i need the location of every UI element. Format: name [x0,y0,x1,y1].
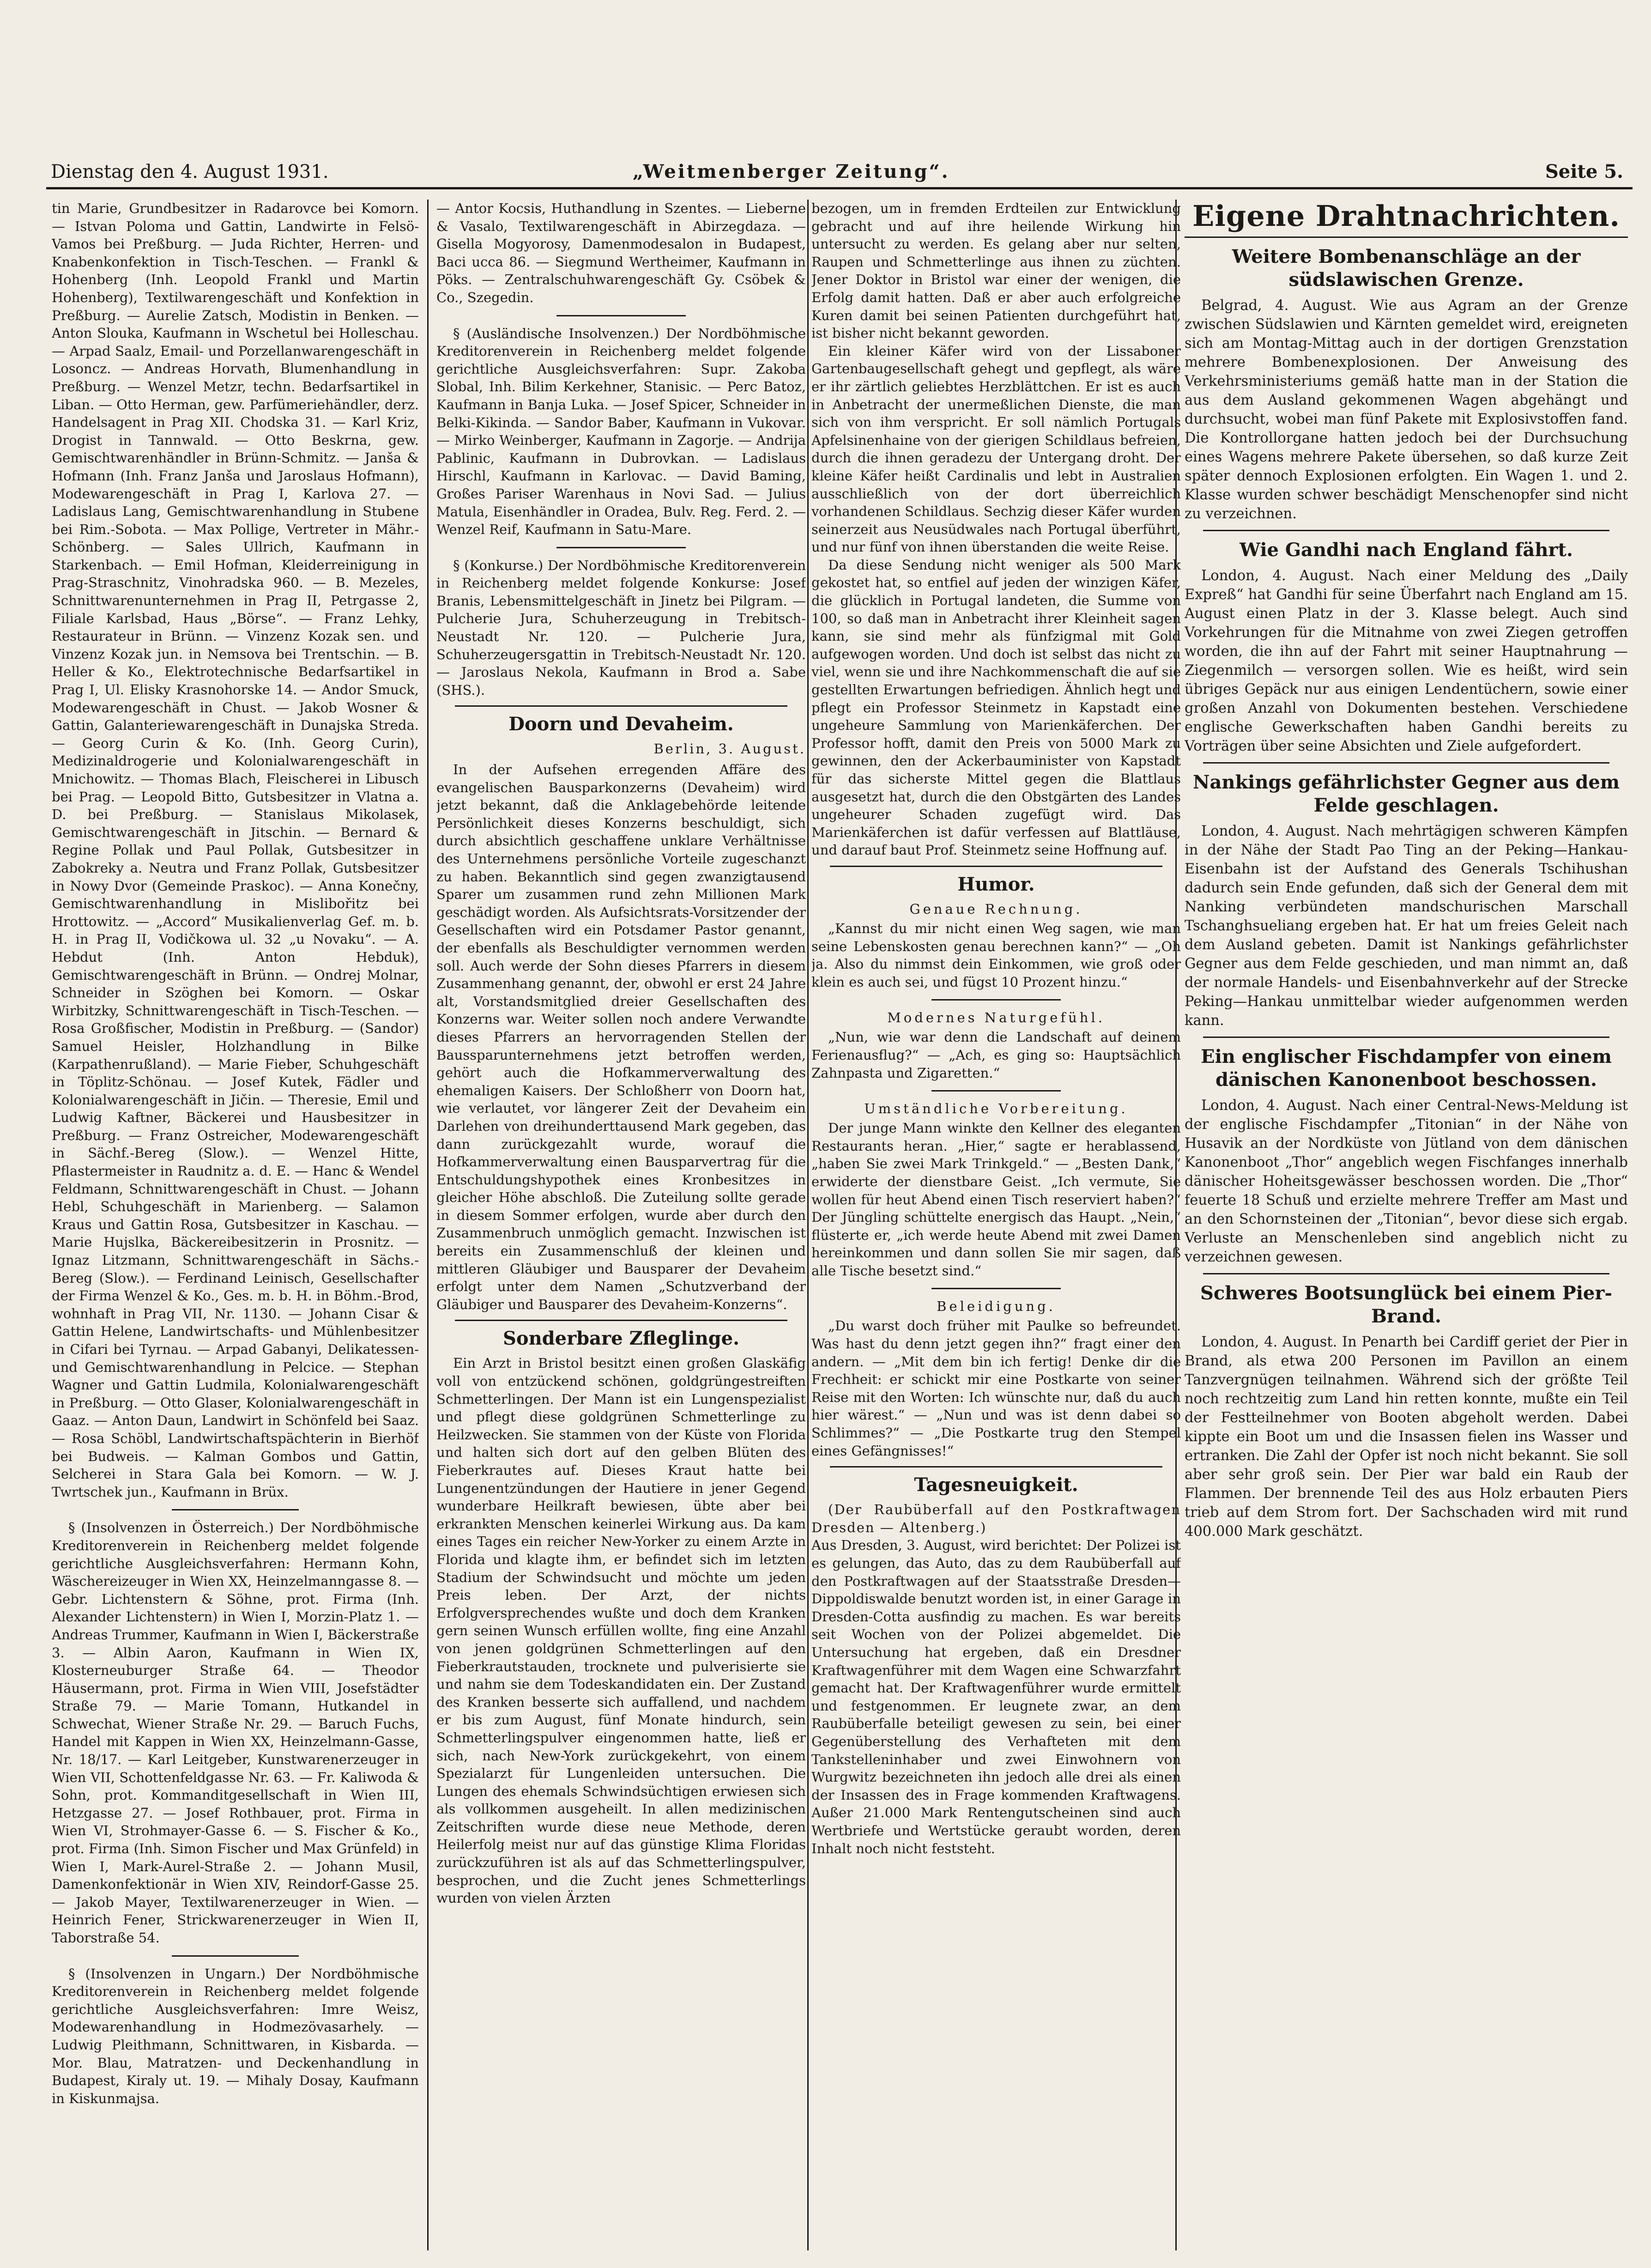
divider [1203,1273,1609,1274]
article-body-doorn: In der Aufsehen erregenden Affäre des evangelischen Bausparkonzerns (Devaheim) wird jetzt bekannt, daß die Anklagebehörde leitende Persönlichkeit dieses Konzerns beschuldigt, sich durch absichtlich geschaffene unklare Verhältnisse des Unternehmens persönliche Vorteile zugeschanzt zu haben. Bekanntlich sind gegen zwanzigtausend Sparer um zusammen rund zehn Millionen Mark geschädigt worden. Als Aufsichtsrats-Vorsitzender der Gesellschaften wird ein Potsdamer Pastor genannt, der ebenfalls als Beschuldigter vernommen werden soll. Auch werde der Sohn dieses Pfarrers in diesem Zusammenhang genannt, der, obwohl er erst 24 Jahre alt, Vorstandsmitglied dreier Gesellschaften des Konzerns war. Weiter sollen noch andere Verwandte dieses Pfarrers an hervorragenden Stellen der Baussparunternehmens jetzt betroffen werden, gehört auch die Hofkammerverwaltung des ehemaligen Kaisers. Der Schloßherr von Doorn hat, wie verlautet, vor längerer Zeit der Devaheim ein Darlehen von dreihunderttausend Mark gegeben, das dann zurückgezahlt wurde, worauf die Hofkammerverwaltung einen Bausparvertrag für die Entschuldungshypothek eines Kronbesitzes in gleicher Höhe abschloß. Die Zuteilung sollte gerade in diesem Sommer erfolgen, wurde aber durch den Zusammenbruch unmöglich gemacht. Inzwischen ist bereits ein Zusammenschluß der kleinen und mittleren Gläubiger und Bausparer der Devaheim erfolgt unter dem Namen „Schutzverband der Gläubiger und Bausparer des Devaheim-Konzerns“. [436,762,806,1312]
joke-body: „Nun, wie war denn die Landschaft auf deinem Ferienausflug?“ — „Ach, es ging so: Hauptsächlich Zahnpasta und Zigaretten.“ [811,1029,1181,1081]
article-title: Schweres Bootsunglück bei einem Pier-Brand. [1200,1282,1613,1327]
divider [172,1509,299,1510]
article-paragraph: Ein kleiner Käfer wird von der Lissaboner Gartenbaugesellschaft gehegt und gepflegt, als wäre er ihr zärtlich geliebtes Herzblättchen. Er ist es auch in Anbetracht der unermeßlichen Dienste, die man sich von ihm verspricht. Er soll nämlich Portugals Apfelsinenhaine von der gierigen Schildlaus befreien, durch die ihnen geradezu der Untergang droht. Der kleine Käfer heißt Cardinalis und lebt in Australien ausschließlich von der dort überreichlich vorhandenen Schildlaus. Sechzig dieser Käfer wurden seinerzeit aus Neusüdwales nach Portugal überführt, und nur fünf von ihnen überstanden die weite Reise. [811,343,1181,555]
newspaper-title: „Weitmenberger Zeitung“. [633,161,950,182]
column-2 [436,200,806,2262]
column-rule [807,200,809,2250]
divider [455,705,787,707]
joke-body: Der junge Mann winkte den Kellner des eleganten Restaurants heran. „Hier,“ sagte er herablassend, „haben Sie zwei Mark Trinkgeld.“ — „Besten Dank,“ erwiderte der dienstbare Geist. „Ich vermute, Sie wollen für heut Abend einen Tisch reserviert haben?“ Der Jüngling schüttelte energisch das Haupt. „Nein,“ flüsterte er, „ich werde heute Abend mit zwei Damen hereinkommen und dann sollen Sie mir sagen, daß alle Tische besetzt sind.“ [811,1120,1181,1279]
divider [931,1288,1061,1289]
divider [172,1955,299,1957]
divider [830,1466,1162,1468]
article-title-pfleglinge: Sonderbare Zfleglinge. [503,1328,739,1350]
insolvency-list-cont: — Antor Kocsis, Huthandlung in Szentes. — Lieberne & Vasalo, Textilwarengeschäft in Abirzegdaza. — Gisella Mogyorosy, Damenmodesalon in Budapest, Baci ucca 86. — Siegmund Wertheimer, Kaufmann in Pöks. — Zentralschuhwarengeschäft Gy. Csöbek & Co., Szegedin. [436,200,806,305]
divider [931,1090,1061,1092]
article-title: Weitere Bombenanschläge an der südslawischen Grenze. [1232,246,1581,291]
page-number: Seite 5. [1545,161,1623,182]
divider [931,999,1061,1001]
column-3 [811,200,1181,2262]
divider [1185,237,1628,238]
divider [1203,762,1609,764]
divider [1203,1037,1609,1038]
section-title: Eigene Drahtnachrichten. [1192,200,1620,233]
humor-title: Humor. [957,873,1035,895]
article-body: London, 4. August. In Penarth bei Cardiff geriet der Pier in Brand, als etwa 200 Personen im Pavillon an einem Tanzvergnügen teilnahmen. Während sich der größte Teil noch rechtzeitig zum Land hin retten konnte, mußte ein Teil der Festteilnehmer von Booten abgeholt werden. Dabei kippte ein Boot um und die Insassen fielen ins Wasser und ertranken. Die Zahl der Opfer ist noch nicht bekannt. Sie soll aber sehr groß sein. Der Pier war bald ein Raub der Flammen. Der brennende Teil des aus Holz erbauten Piers trieb auf dem Strom fort. Der Sachschaden wird mit rund 400.000 Mark geschätzt. [1185,1334,1628,1540]
joke-body: „Kannst du mir nicht einen Weg sagen, wie man seine Lebenskosten genau berechnen kann?“ — „Oh ja. Also du nimmst dein Einkommen, wie groß oder klein es auch sei, und fügst 10 Prozent hinzu.“ [811,920,1181,990]
article-title: Ein englischer Fischdampfer von einem dänischen Kanonenboot beschossen. [1201,1046,1612,1091]
article-body: London, 4. August. Nach einer Central-News-Meldung ist der englische Fischdampfer „Titonian“ in der Nähe von Husavik an der Nordküste von Jütland von dem dänischen Kanonenboot „Thor“ angeblich wegen Fischfanges innerhalb dänischer Hoheitsgewässer beschossen worden. Die „Thor“ feuerte 18 Schuß und erzielte mehrere Treffer am Mast und an den Schornsteinen der „Titonian“, bevor diese sich ergab. Verluste an Menschenleben sind angeblich nicht zu verzeichnen gewesen. [1185,1098,1628,1265]
insolvency-austria: § (Insolvenzen in Österreich.) Der Nordböhmische Kreditorenverein in Reichenberg meldet folgende gerichtliche Ausgleichsverfahren: Hermann Kohn, Wäschereizeuger in Wien XX, Heinzelmanngasse 8. — Gebr. Lichtenstern & Söhne, prot. Firma (Inh. Alexander Lichtenstern) in Wien I, Morzin-Platz 1. — Andreas Trummer, Kaufmann in Wien I, Bäckerstraße 3. — Albin Aaron, Kaufmann in Wien IX, Klosterneuburger Straße 64. — Theodor Häusermann, prot. Firma in Wien VIII, Josefstädter Straße 79. — Marie Tomann, Hutkandel in Schwechat, Wiener Straße Nr. 29. — Baruch Fuchs, Handel mit Kappen in Wien XX, Heinzelmann-Gasse, Nr. 18/17. — Karl Leitgeber, Kunstwarenerzeuger in Wien VII, Schottenfeldgasse Nr. 63. — Fr. Kaliwoda & Sohn, prot. Kommanditgesellschaft in Wien III, Hetzgasse 27. — Josef Rothbauer, prot. Firma in Wien VI, Strohmayer-Gasse 6. — S. Fischer & Ko., prot. Firma (Inh. Simon Fischer und Max Grünfeld) in Wien I, Mark-Aurel-Straße 2. — Johann Musil, Damenkonfektionär in Wien XIV, Reindorf-Gasse 25. — Jakob Mayer, Textilwarenerzeuger in Wien. — Heinrich Fener, Strickwarenerzeuger in Wien II, Taborstraße 54. [52,1520,419,1946]
article-body: London, 4. August. Nach einer Meldung des „Daily Expreß“ hat Gandhi für seine Überfahrt nach England am 15. August einen Platz in der 3. Klasse belegt. Auch sind Vorkehrungen für die Mitnahme von zwei Ziegen getroffen worden, die ihn auf der Fahrt mit seiner Hauptnahrung — Ziegenmilch — versorgen sollen. Wie es heißt, wird sein übriges Gepäck nur aus einigen Lendentüchern, sowie einer großen Anzahl von Dokumenten bestehen. Verschiedene englische Gewerkschaften haben Gandhi bereits zu Vorträgen über seine Absichten und Ziele aufgefordert. [1185,568,1628,754]
article-paragraph: Da diese Sendung nicht weniger als 500 Mark gekostet hat, so entfiel auf jeden der winzigen Käfer, die glücklich in Portugal landeten, die Summe von 100, so daß man in Anbetracht ihrer Kleinheit sagen kann, sie sind mehr als fünfzigmal mit Gold aufgewogen worden. Und doch ist selbst das nicht zu viel, wenn sie und ihre Nachkommenschaft die auf sie gestellten Erwartungen befriedigen. Ähnlich hegt und pflegt ein Professor Steinmetz in Kapstadt eine ungeheure Sammlung von Marienkäferchen. Der Professor hofft, damit den Preis von 5000 Mark zu gewinnen, den der Ackerbauminister von Kapstadt für das sicherste Mittel gegen die Blattlaus ausgesetzt hat, durch die den Obstgärten des Landes ungeheurer Schaden zugefügt wird. Das Marienkäferchen ist dafür verfessen auf Blattläuse, und darauf baut Prof. Steinmetz seine Hoffnung auf. [811,557,1181,858]
news-title: Tagesneuigkeit. [914,1474,1078,1496]
insolvency-list: tin Marie, Grundbesitzer in Radarovce bei Komorn. — Istvan Poloma und Gattin, Landwirte in Felsö-Vamos bei Preßburg. — Juda Richter, Herren- und Knabenkonfektion in Tisch-Teschen. — Frankl & Hohenberg (Inh. Leopold Frankl und Martin Hohenberg), Textilwarengeschäft und Konfektion in Preßburg. — Aurelie Zatsch, Modistin in Benken. — Anton Slouka, Kaufmann in Wschetul bei Holleschau. — Arpad Saalz, Email- und Porzellanwarengeschäft in Losoncz. — Andreas Horvath, Blumenhandlung in Preßburg. — Wenzel Metzr, techn. Bedarfsartikel in Liban. — Otto Herman, gew. Parfümeriehändler, derz. Handelsagent in Prag XII. Chodska 31. — Karl Kriz, Drogist in Tannwald. — Otto Beskrna, gew. Gemischtwarenhändler in Brünn-Schmitz. — Janša & Hofmann (Inh. Franz Janša und Jaroslaus Hofmann), Modewarengeschäft in Prag I, Karlova 27. — Ladislaus Lang, Gemischtwarenhandlung in Stubene bei Rim.-Sobota. — Max Pollige, Vertreter in Mähr.-Schönberg. — Sales Ullrich, Kaufmann in Starkenbach. — Emil Hofman, Kleiderreinigung in Prag-Straschnitz, Vinohradska 960. — B. Mezeles, Schnittwarenunternehmen in Prag II, Petrgasse 2, Filiale Karlsbad, Haus „Börse“. — Franz Lehky, Restaurateur in Brünn. — Vinzenz Kozak sen. und Vinzenz Kozak jun. in Nemsova bei Trentschin. — B. Heller & Ko., Elektrotechnische Bedarfsartikel in Prag I, Ul. Elisky Krasnohorske 14. — Andor Smuck, Modewarengeschäft in Chust. — Jakob Wosner & Gattin, Galanteriewarengeschäft in Dunajska Streda. — Georg Curin & Ko. (Inh. Georg Curin), Medizinaldrogerie und Kolonialwarengeschäft in Mnichowitz. — Thomas Blach, Fleischerei in Libusch bei Prag. — Leopold Bitto, Gutsbesitzer in Vlatna a. D. bei Preßburg. — Stanislaus Mikolasek, Gemischtwarengeschäft in Jitschin. — Bernard & Regine Pollak und Paul Pollak, Gutsbesitzer in Zabokreky a. Neutra und Franz Pollak, Gutsbesitzer in Nowy Dvor (Gemeinde Praskoc). — Anna Konečny, Gemischtwarenhandlung in Mislibořitz bei Hrottowitz. — „Accord“ Musikalienverlag Gef. m. b. H. in Prag II, Vodičkowa ul. 32 „u Novaku“. — A. Hebdut (Inh. Anton Hebduk), Gemischtwarengeschäft in Brünn. — Ondrej Molnar, Schneider in Szöghen bei Komorn. — Oskar Wirbitzky, Schnittwarengeschäft in Tisch-Teschen. — Rosa Großfischer, Modistin in Preßburg. — (Sandor) Samuel Heisler, Holzhandlung in Bilke (Karpathenrußland). — Marie Fieber, Schuhgeschäft in Töplitz-Schönau. — Josef Kutek, Fädler und Kolonialwarengeschäft in Jičin. — Theresie, Emil und Ludwig Kaftner, Bäckerei und Hausbesitzer in Preßburg. — Franz Ostreicher, Modewarengeschäft in Sächf.-Bereg (Slow.). — Wenzel Hitte, Pflastermeister in Raudnitz a. d. E. — Hanc & Wendel Feldmann, Schnittwarengeschäft in Chust. — Johann Hebl, Schuhgeschäft in Marienberg. — Salamon Kraus und Gattin Rosa, Gutsbesitzer in Kaschau. — Marie Hujslka, Bäckereibesitzerin in Prosnitz. — Ignaz Litzmann, Schnittwarengeschäft in Sächs.-Bereg (Slow.). — Ferdinand Leinisch, Gesellschafter der Firma Wenzel & Ko., Ges. m. b. H. in Böhm.-Brod, wohnhaft in Prag VII, Nr. 1130. — Johann Cisar & Gattin Helene, Landwirtschafts- und Mühlenbesitzer in Cifari bei Tyrnau. — Arpad Gabanyi, Delikatessen- und Gemischtwarenhandlung in Pelcice. — Stephan Wagner und Gattin Ludmila, Kolonialwarengeschäft in Preßburg. — Otto Glaser, Kolonialwarengeschäft in Gaaz. — Anton Daun, Landwirt in Schönfeld bei Saaz. — Rosa Schöbl, Landwirtschaftspächterin in Bierhöf bei Budweis. — Kalman Gombos und Gattin, Selcherei in Stara Gala bei Komorn. — W. J. Twrtschek jun., Kaufmann in Brüx. [52,200,419,1500]
column-4 [1185,200,1628,2253]
divider [1203,530,1609,531]
article-body: Belgrad, 4. August. Wie aus Agram an der Grenze zwischen Südslawien und Kärnten gemeldet wird, ereigneten sich am Montag-Mittag auch in der dortigen Grenzstation mehrere Bombenexplosionen. Der Anweisung des Verkehrsministeriums gemäß hatte man in der Station die aus dem Ausland gekommenen Wagen abgehängt und durchsucht, wobei man fünf Pakete mit Explosivstoffen fand. Die Kontrollorgane hatten jedoch bei der Durchsuchung eines Wagens mehrere Pakete übersehen, so daß kurze Zeit später dennoch Explosionen erfolgten. Ein Wagen 1. und 2. Klasse wurden schwer beschädigt Menschenopfer sind nicht zu verzeichnen. [1185,297,1628,522]
news-subtitle: (Der Raubüberfall auf den Postkraftwagen Dresden — Altenberg.) [811,1502,1181,1535]
issue-date: Dienstag den 4. August 1931. [51,161,329,182]
joke-body: „Du warst doch früher mit Paulke so befreundet. Was hast du denn jetzt gegen ihn?“ fragt einer den andern. — „Mit dem bin ich fertig! Denke dir die Frechheit: er schickt mir eine Postkarte von seiner Reise mit den Worten: Ich wünschte nur, daß du auch hier wärest.“ — „Nun und was ist denn dabei so Schlimmes?“ — „Die Postkarte trug den Stempel eines Gefängnisses!“ [811,1318,1181,1459]
article-title: Nankings gefährlichster Gegner aus dem Felde geschlagen. [1192,771,1620,816]
joke-title: Umständliche Vorbereitung. [864,1101,1128,1117]
article-body-pfleglinge: Ein Arzt in Bristol besitzt einen großen Glaskäfig voll von entzückend schönen, goldgrüngestreiften Schmetterlingen. Der Mann ist ein Lungenspezialist und pflegt diese goldgrünen Schmetterlinge zu Heilzwecken. Sie stammen von der Küste von Florida und halten sich dort auf den gelben Blüten des Fieberkrautes auf. Dieses Kraut hatte bei Lungenentzündungen der Hautiere in jener Gegend wunderbare Heilkraft bewiesen, übte aber bei erkrankten Menschen keinerlei Wirkung aus. Da kam eines Tages ein reicher New-Yorker zu einem Arzte in Florida und klagte ihm, er befindet sich im letzten Stadium der Schwindsucht und möchte um jeden Preis leben. Der Arzt, der nichts Erfolgversprechendes wußte und doch dem Kranken gern seinen Wunsch erfüllen wollte, fing eine Anzahl von jenen goldgrünen Schmetterlingen auf den Fieberkrautstauden, trocknete und pulverisierte sie und nahm sie dem Todeskandidaten ein. Der Zustand des Kranken besserte sich auffallend, und nachdem er bis zum August, fünf Monate hindurch, sein Schmetterlingspulver eingenommen hatte, ließ er sich, nach New-York zurückgekehrt, von einem Spezialarzt für Lungenleiden untersuchen. Die Lungen des ehemals Schwindsüchtigen erwiesen sich als vollkommen ausgeheilt. In allen medizinischen Zeitschriften wurde diese neue Methode, deren Heilerfolg meist nur auf das günstige Klima Floridas zurückzuführen ist als auf das Schmetterlingspulver, besprochen, und die Zucht jenes Schmetterlings wurden von vielen Ärzten [436,1355,806,1906]
divider [830,866,1162,867]
insolvency-foreign: § (Ausländische Insolvenzen.) Der Nordböhmische Kreditorenverein in Reichenberg meldet folgende gerichtliche Ausgleichsverfahren: Supr. Zakoba Slobal, Inh. Bilim Kerkehner, Stanisic. — Perc Batoz, Kaufmann in Banja Luka. — Josef Spicer, Schneider in Belki-Kikinda. — Sandor Baber, Kaufmann in Vukovar. — Mirko Weinberger, Kaufmann in Zagorje. — Andrija Pablinic, Kaufmann in Dubrovkan. — Ladislaus Hirschl, Kaufmann in Karlovac. — David Baming, Großes Pariser Warenhaus in Novi Sad. — Julius Matula, Eisenhändler in Oradea, Bulv. Reg. Ferd. 2. — Wenzel Reif, Kaufmann in Satu-Mare. [436,325,806,538]
dateline: Berlin, 3. August. [653,741,806,757]
joke-title: Beleidigung. [937,1298,1056,1315]
konkurse: § (Konkurse.) Der Nordböhmische Kreditorenverein in Reichenberg meldet folgende Konkurse: Josef Branis, Lebensmittelgeschäft in Jinetz bei Pilgram. — Pulcherie Jura, Schuherzeugung in Trebitsch-Neustadt Nr. 120. — Pulcherie Jura, Schuherzeugersgattin in Trebitsch-Neustadt Nr. 120. — Jaroslaus Nekola, Kaufmann in Brod a. Sabe (SHS.). [436,557,806,698]
column-rule [427,200,429,2250]
news-body: Aus Dresden, 3. August, wird berichtet: Der Polizei ist es gelungen, das Auto, das zu dem Raubüberfall auf den Postkraftwagen auf der Staatsstraße Dresden—Dippoldiswalde benutzt worden ist, in einer Garage in Dresden-Cotta ausfindig zu machen. Es war bereits seit Wochen von der Polizei abgemeldet. Die Untersuchung hat ergeben, daß ein Dresdner Kraftwagenführer mit dem Wagen eine Schwarzfahrt gemacht hat. Der Kraftwagenführer wurde ermittelt und festgenommen. Er leugnete zwar, an dem Raubüberfalle beteiligt gewesen zu sein, bei einer Gegenüberstellung des Verhafteten mit dem Tankstelleninhaber und zwei Einwohnern von Wurgwitz bezeichneten ihn jedoch alle drei als einen der Insassen des in Frage kommenden Kraftwagens. Außer 21.000 Mark Rentengutscheinen sind auch Wertbriefe und Wertstücke geraubt worden, deren Inhalt noch nicht feststeht. [811,1537,1181,1856]
article-title: Wie Gandhi nach England fährt. [1240,539,1573,561]
joke-title: Modernes Naturgefühl. [887,1010,1105,1026]
joke-title: Genaue Rechnung. [909,901,1083,917]
masthead [46,155,1633,189]
divider [455,1320,787,1321]
column-1 [52,200,419,2253]
insolvency-hungary: § (Insolvenzen in Ungarn.) Der Nordböhmische Kreditorenverein in Reichenberg meldet folgende gerichtliche Ausgleichsverfahren: Imre Weisz, Modewarenhandlung in Hodmezövasarhely. — Ludwig Pleithmann, Schnittwaren, in Kisbarda. — Mor. Blau, Matratzen- und Deckenhandlung in Budapest, Kiraly ut. 19. — Mihaly Dosay, Kaufmann in Kiskunmajsa. [52,1965,419,2106]
divider [556,315,686,316]
divider [556,547,686,548]
article-cont: bezogen, um in fremden Erdteilen zur Entwicklung gebracht und auf ihre heilende Wirkung hin untersucht zu werden. Es gelang aber nur selten, Raupen und Schmetterlinge aus ihnen zu züchten. Jener Doktor in Bristol war einer der wenigen, die Erfolg damit hatten. Daß er aber auch erfolgreiche Kuren damit bei seinen Patienten durchgeführt hat, ist bisher nicht bekannt geworden. [811,200,1181,341]
article-body: London, 4. August. Nach mehrtägigen schweren Kämpfen in der Nähe der Stadt Pao Ting an der Peking—Hankau-Eisenbahn ist der Aufstand des Generals Tschihushan dadurch sein Ende gefunden, daß sich der General dem mit Nanking verbündeten mandschurischen Marschall Tschanghsueliang ergeben hat. Er hat um freies Geleit nach dem Ausland gebeten. Damit ist Nankings gefährlichster Gegner aus dem Felde geschieden, und man nimmt an, daß der normale Handels- und Eisenbahnverkehr auf der Strecke Peking—Hankau unmittelbar wieder aufgenommen werden kann. [1185,823,1628,1029]
article-title-doorn: Doorn und Devaheim. [508,713,734,735]
